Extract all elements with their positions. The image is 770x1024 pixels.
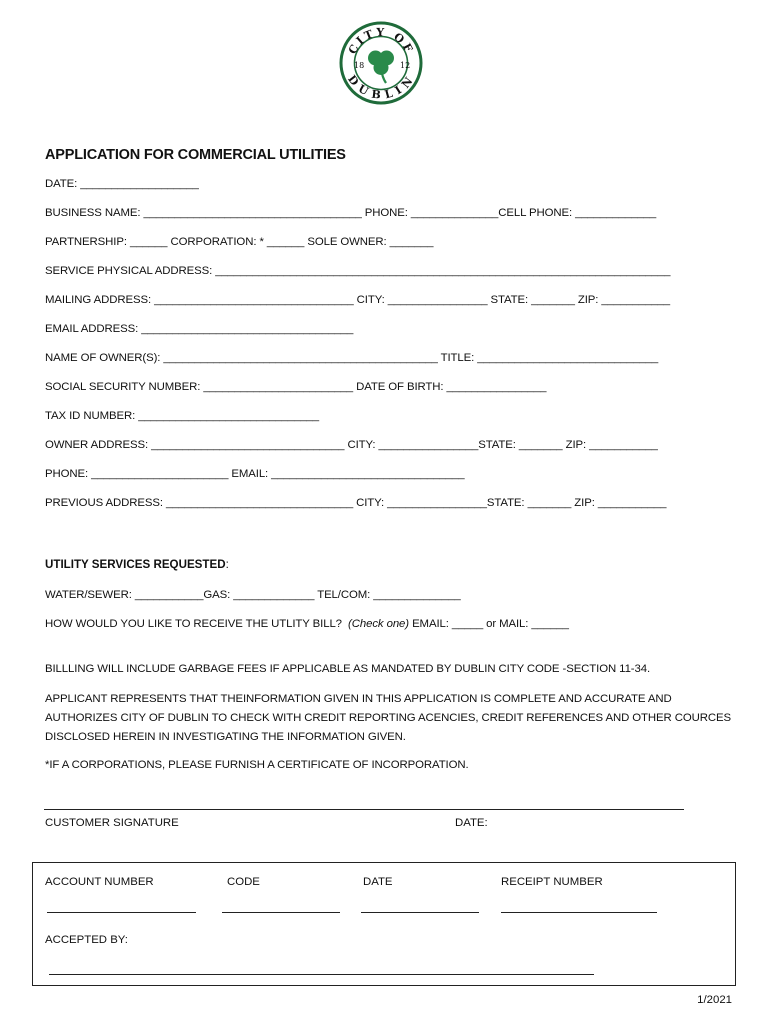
seal-top-text: CITY OF [345,25,417,57]
business-name-phone-field[interactable]: BUSINESS NAME: ___________________________________ PHONE: ______________CELL PHONE: _____________ [45,207,657,219]
office-date-label: DATE [363,876,393,888]
previous-address-field[interactable]: PREVIOUS ADDRESS: ______________________________ CITY: ________________STATE: _______ ZIP: ___________ [45,497,667,509]
bill-delivery-question: HOW WOULD YOU LIKE TO RECEIVE THE UTLITY BILL? [45,618,349,630]
ssn-dob-field[interactable]: SOCIAL SECURITY NUMBER: ________________________ DATE OF BIRTH: ________________ [45,381,547,393]
customer-signature-label: CUSTOMER SIGNATURE [45,817,179,829]
city-seal-logo [339,21,423,105]
form-title: APPLICATION FOR COMMERCIAL UTILITIES [45,147,346,163]
service-address-field[interactable]: SERVICE PHYSICAL ADDRESS: _________________________________________________________________________ [45,265,671,277]
seal-bottom-text: DUBLIN [345,72,417,102]
office-use-box [32,862,736,986]
signature-line[interactable] [44,809,684,810]
utility-services-heading-colon: : [225,558,229,571]
applicant-representation-text: APPLICANT REPRESENTS THAT THEINFORMATION GIVEN IN THIS APPLICATION IS COMPLETE AND ACCURATE AND AUTHORIZES CITY OF DUBLIN TO CHECK WITH CREDIT REPORTING ACENCIES, CREDIT REFERENCES AND OTHER COURCES DISCLOSED HEREIN IN INVESTIGATING THE INFORMATION GIVEN. [45,693,731,743]
corporation-note: *IF A CORPORATIONS, PLEASE FURNISH A CERTIFICATE OF INCORPORATION. [45,759,469,771]
accepted-by-label: ACCEPTED BY: [45,934,128,946]
owner-name-title-field[interactable]: NAME OF OWNER(S): ____________________________________________ TITLE: _____________________________ [45,352,659,364]
bill-delivery-options[interactable]: EMAIL: _____ or MAIL: ______ [409,618,569,630]
email-address-field[interactable]: EMAIL ADDRESS: __________________________________ [45,323,354,335]
billing-note: BILLLING WILL INCLUDE GARBAGE FEES IF APPLICABLE AS MANDATED BY DUBLIN CITY CODE -SECTION 11-34. [45,663,651,675]
services-requested-field[interactable]: WATER/SEWER: ___________GAS: _____________ TEL/COM: ______________ [45,589,461,601]
receipt-number-blank[interactable] [501,912,657,913]
tax-id-field[interactable]: TAX ID NUMBER: _____________________________ [45,410,320,422]
date-field[interactable]: DATE: ___________________ [45,178,199,190]
account-number-label: ACCOUNT NUMBER [45,876,154,888]
seal-year-right: 12 [400,61,411,70]
utility-services-heading-text: UTILITY SERVICES REQUESTED [45,558,226,571]
code-blank[interactable] [222,912,340,913]
owner-address-field[interactable]: OWNER ADDRESS: _______________________________ CITY: ________________STATE: _______ ZIP: ___________ [45,439,658,451]
signature-date-label: DATE: [455,817,488,829]
seal-year-left: 18 [354,61,365,70]
business-type-field[interactable]: PARTNERSHIP: ______ CORPORATION: * ______ SOLE OWNER: _______ [45,236,434,248]
code-label: CODE [227,876,260,888]
account-number-blank[interactable] [47,912,196,913]
receipt-number-label: RECEIPT NUMBER [501,876,603,888]
phone-email-field[interactable]: PHONE: ______________________ EMAIL: _______________________________ [45,468,465,480]
mailing-address-field[interactable]: MAILING ADDRESS: ________________________________ CITY: ________________ STATE: _______ ZIP: ___________ [45,294,671,306]
bill-delivery-note: (Check one) [348,618,409,630]
bill-delivery-field[interactable] [45,618,569,630]
revision-date: 1/2021 [697,994,732,1006]
accepted-by-blank[interactable] [49,974,594,975]
office-date-blank[interactable] [361,912,479,913]
utility-services-heading [45,558,229,571]
